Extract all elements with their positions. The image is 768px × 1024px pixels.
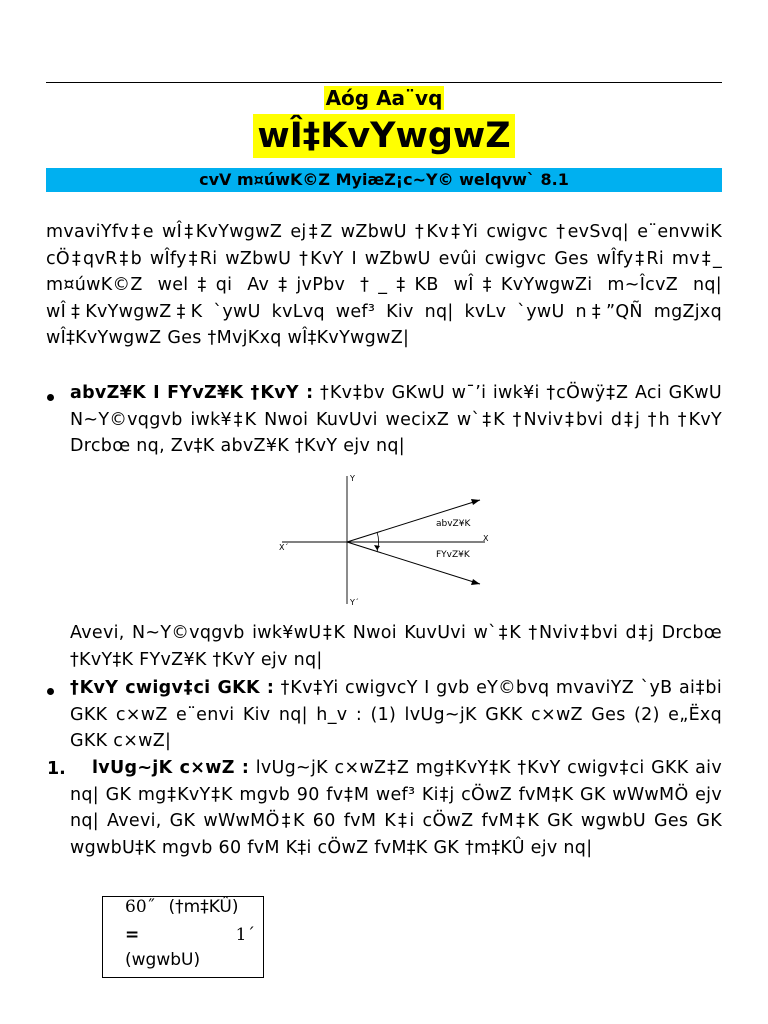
negative-ray [347, 542, 480, 584]
bullet-text: †Kv‡bv GKwU w¯’i iwk¥i †cÖwÿ‡Z Aci GKwU N~Y©vqgvb iwk¥‡K Nwoi KuvUvi wecixZ w`‡K †Nviv‡bvi d‡j †h †KvY Drcbœ nq, Zv‡K abvZ¥K †KvY ejv nq| [70, 383, 722, 456]
bullet-heading: abvZ¥K I FYvZ¥K †KvY : [70, 383, 314, 403]
chapter-title-wrap [0, 114, 768, 158]
top-rule [46, 82, 722, 83]
box-equals: = [125, 925, 140, 945]
x-axis-label-left: X΄ [279, 543, 289, 552]
section-subtitle: cvV m¤úwK©Z MyiæZ¡c~Y© welqvw` 8.1 [46, 168, 722, 192]
bullet-dot [47, 688, 54, 695]
box-result-unit: (wgwbU) [125, 950, 201, 970]
bullet-positive-angle [70, 380, 722, 460]
intro-paragraph: mvaviYfv‡e wÎ‡KvYwgwZ ej‡Z wZbwU †Kv‡Yi cwigvc †evSvq| e¨envwiK cÖ‡qvR‡b wÎfy‡Ri wZbwU †KvY I wZbwU evûi cwigvc Ges wÎfy‡Ri mv‡_ m¤úwK©Z wel‡qi Av‡jvPbv †_‡KB wÎ‡KvYwgwZi m~ÎcvZ nq| wÎ‡KvYwgwZ‡K `ywU kvLvq wef³ Kiv nq| kvLv `ywU n‡”QÑ mgZjxq wÎ‡KvYwgwZ Ges †MvjKxq wÎ‡KvYwgwZ| [46, 222, 722, 348]
negative-ray-arrow [471, 579, 480, 585]
negative-angle-label: FYvZ¥K [436, 550, 470, 560]
bullet-text: †Kv‡Yi cwigvcY I gvb eY©bvq mvaviYZ `yB ai‡bi GKK c×wZ e¨envi Kiv nq| h_v : (1) lvUg~jK GKK c×wZ Ges (2) e„Ëxq GKK c×wZ| [70, 678, 723, 751]
conversion-box [102, 896, 264, 978]
box-result: 1΄ [235, 925, 255, 945]
positive-angle-label: abvZ¥K [436, 519, 471, 529]
x-axis-label-right: X [483, 534, 489, 543]
box-unit: (†m‡KÛ) [168, 897, 239, 917]
bullet-dot [47, 394, 54, 401]
y-axis-label-bottom: Y΄ [350, 598, 359, 607]
after-diagram-paragraph: Avevi, N~Y©vqgvb iwk¥wU‡K Nwoi KuvUvi w`‡K †Nviv‡bvi d‡j Drcbœ †KvY‡K FYvZ¥K †KvY ejv nq| [70, 623, 722, 670]
bullet-angle-units [70, 675, 722, 755]
box-line-1 [125, 897, 239, 917]
angle-arc-arrow [374, 545, 380, 550]
bullet-heading: †KvY cwigv‡ci GKK : [70, 678, 275, 698]
y-axis-label-top: Y [350, 474, 355, 483]
positive-ray-arrow [471, 499, 480, 505]
chapter-heading-wrap [0, 86, 768, 110]
item-text: lvUg~jK c×wZ‡Z mg‡KvY‡K †KvY cwigv‡ci GKK aiv nq| GK mg‡KvY‡K mgvb 90 fv‡M wef³ Ki‡j cÖwZ fvM‡K GK wWwMÖ ejv nq| Avevi, GK wWwMÖ‡K 60 fvM K‡i cÖwZ fvM‡K GK wgwbU Ges GK wgwbU‡K mgvb 60 fvM K‡i cÖwZ fvM‡K GK †m‡KÛ ejv nq| [70, 758, 722, 858]
chapter-title: wÎ‡KvYwgwZ [253, 114, 514, 158]
item-number: 1. [47, 759, 66, 779]
item-sexagesimal-system [70, 755, 722, 861]
chapter-heading: Aóg Aa¨vq [325, 86, 443, 110]
box-value: 60˝ [125, 897, 156, 917]
angle-diagram [270, 470, 500, 610]
item-heading: lvUg~jK c×wZ : [92, 758, 250, 778]
